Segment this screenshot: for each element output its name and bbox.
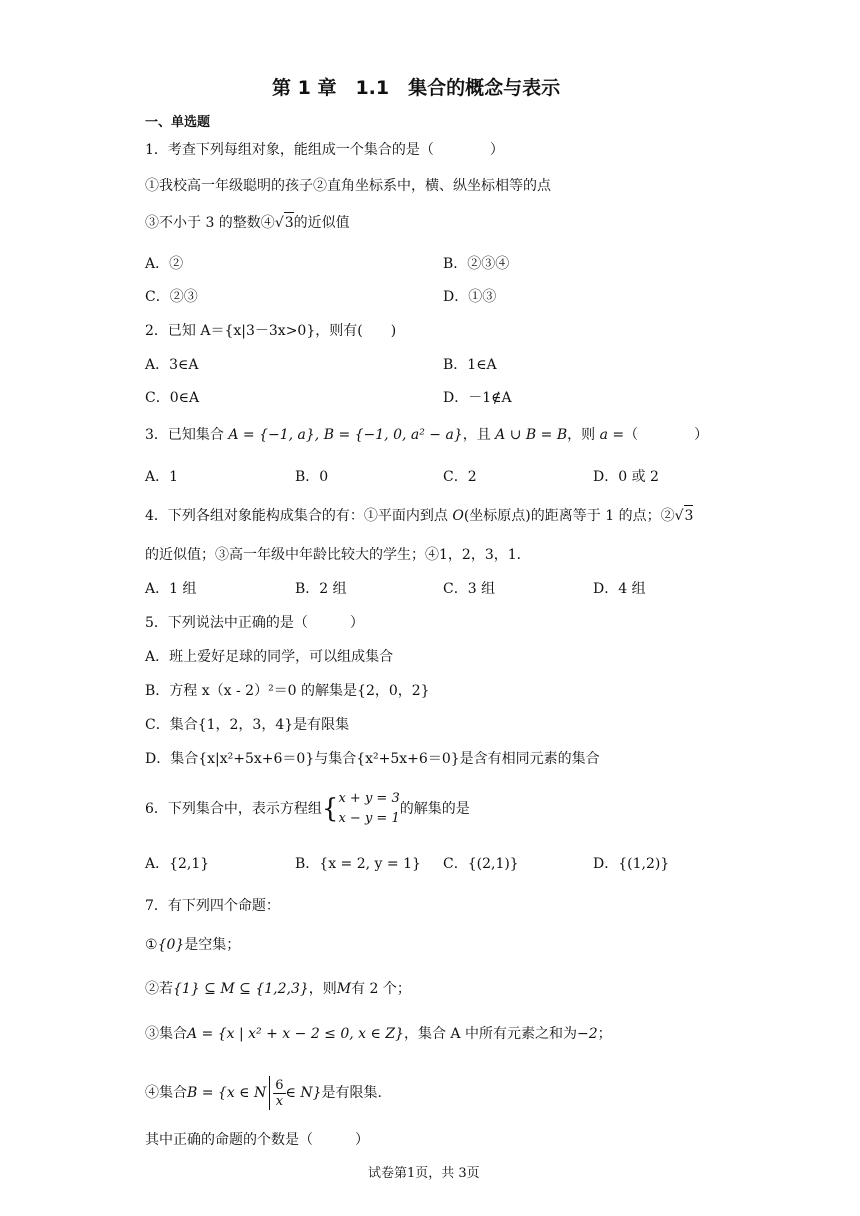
q1-option-b[interactable]: B．②③④ <box>443 256 510 272</box>
q7-proposition-4 <box>145 1073 382 1113</box>
q5-option-d[interactable]: D．集合{x|x²+5x+6＝0}与集合{x²+5x+6＝0}是含有相同元素的集合 <box>145 751 600 767</box>
question-7-stem: 7．有下列四个命题： <box>145 898 280 914</box>
q7-p1-num: ① <box>145 937 158 953</box>
question-6-stem <box>145 785 470 833</box>
page-title: 第 1 章 1.1 集合的概念与表示 <box>272 77 561 99</box>
q1-option-d[interactable]: D．①③ <box>443 289 497 305</box>
page-footer: 试卷第1页，共 3页 <box>368 1166 480 1181</box>
q3-text-1: 3．已知集合 <box>145 427 229 443</box>
equation-system <box>322 785 400 833</box>
q1-root: 3 <box>284 212 294 233</box>
q7-proposition-3 <box>145 1024 612 1044</box>
q3-text-4: （ ） <box>624 427 709 443</box>
q4-root: 3 <box>684 505 694 526</box>
q5-option-b[interactable]: B．方程 x（x - 2）²＝0 的解集是{2，0，2} <box>145 683 430 699</box>
vertical-bar <box>269 1076 270 1110</box>
q7-p4-math-a: B = {x ∈ N <box>187 1085 267 1101</box>
q7-p2-num: ②若 <box>145 981 173 997</box>
q7-p2-text-2: 有 2 个； <box>351 981 411 997</box>
q3-math-sets: A = {−1, a}, B = {−1, 0, a² − a} <box>228 427 463 443</box>
q6-text-1: 6．下列集合中，表示方程组 <box>145 801 322 817</box>
question-3-stem <box>145 425 708 445</box>
question-7-ask: 其中正确的命题的个数是（ ） <box>145 1132 369 1148</box>
q7-p2-math: {1} ⊆ M ⊆ {1,2,3} <box>173 981 309 997</box>
q7-proposition-1 <box>145 935 240 955</box>
q3-math-a: a = <box>599 427 625 443</box>
q5-option-a[interactable]: A．班上爱好足球的同学，可以组成集合 <box>145 649 394 665</box>
q6-option-d[interactable]: D．{(1,2)} <box>593 856 670 872</box>
q4-text-2: (坐标原点)的距离等于 1 的点；② <box>463 508 675 524</box>
q3-math-union: A ∪ B = B <box>495 427 568 443</box>
q6-option-a[interactable]: A．{2,1} <box>145 856 210 872</box>
q3-text-3: ，则 <box>567 427 600 443</box>
q3-option-d[interactable]: D．0 或 2 <box>593 469 659 485</box>
sqrt-symbol: √ <box>674 508 684 524</box>
q4-point-o: O <box>452 508 464 524</box>
q6-equation-2: x − y = 1 <box>338 811 400 826</box>
question-4-stem <box>145 505 693 526</box>
fraction <box>273 1078 285 1109</box>
q3-option-c[interactable]: C．2 <box>443 469 477 485</box>
q4-option-c[interactable]: C．3 组 <box>443 581 496 597</box>
q6-option-b[interactable]: B．{x = 2, y = 1} <box>295 856 421 872</box>
question-1-line-2 <box>145 212 350 233</box>
q1-line2-post: 的近似值 <box>293 215 350 231</box>
q2-option-c[interactable]: C．0∈A <box>145 390 200 406</box>
question-2-stem: 2．已知 A＝{x|3－3x>0}，则有( ) <box>145 323 397 339</box>
q3-option-a[interactable]: A．1 <box>145 469 179 485</box>
q2-option-d[interactable]: D．－1∉A <box>443 390 512 406</box>
q7-p2-m: M <box>336 981 352 997</box>
q7-p3-text-2: ； <box>597 1026 612 1042</box>
q4-option-d[interactable]: D．4 组 <box>593 581 646 597</box>
q6-equation-1: x + y = 3 <box>338 791 400 806</box>
question-1-line-1: ①我校高一年级聪明的孩子②直角坐标系中，横、纵坐标相等的点 <box>145 178 551 194</box>
q4-option-b[interactable]: B．2 组 <box>295 581 347 597</box>
q1-option-a[interactable]: A．② <box>145 256 184 272</box>
q7-p2-text-1: ，则 <box>308 981 337 997</box>
q7-p3-text-1: ，集合 A 中所有元素之和为 <box>403 1026 577 1042</box>
q1-option-c[interactable]: C．②③ <box>145 289 198 305</box>
question-1-stem: 1．考查下列每组对象，能组成一个集合的是（ ） <box>145 142 504 158</box>
q7-p3-num: ③集合 <box>145 1026 187 1042</box>
q1-line2-text: ③不小于 3 的整数④ <box>145 215 275 231</box>
q7-p4-num: ④集合 <box>145 1085 187 1101</box>
left-brace-icon: { <box>321 794 339 824</box>
q7-p3-value: −2 <box>576 1026 598 1042</box>
question-5-stem: 5．下列说法中正确的是（ ） <box>145 615 364 631</box>
q6-option-c[interactable]: C．{(2,1)} <box>443 856 519 872</box>
q4-text-1: 4．下列各组对象能构成集合的有：①平面内到点 <box>145 508 453 524</box>
q7-p3-math: A = {x | x² + x − 2 ≤ 0, x ∈ Z} <box>187 1026 404 1042</box>
q7-p4-math-b: ∈ N} <box>285 1085 322 1101</box>
q5-option-c[interactable]: C．集合{1，2，3，4}是有限集 <box>145 717 350 733</box>
question-4-line-2: 的近似值；③高一年级中年龄比较大的学生；④1，2，3，1． <box>145 547 531 563</box>
q2-option-b[interactable]: B．1∈A <box>443 357 497 373</box>
fraction-numerator: 6 <box>275 1077 284 1093</box>
q7-p4-text: 是有限集. <box>321 1085 382 1101</box>
q3-option-b[interactable]: B．0 <box>295 469 329 485</box>
q6-text-2: 的解集的是 <box>399 801 470 817</box>
q2-option-a[interactable]: A．3∈A <box>145 357 199 373</box>
section-heading: 一、单选题 <box>145 115 211 130</box>
fraction-denominator: x <box>275 1093 284 1109</box>
q7-proposition-2 <box>145 979 411 999</box>
q7-p1-text: 是空集； <box>184 937 241 953</box>
sqrt-symbol: √ <box>274 215 284 231</box>
q4-option-a[interactable]: A．1 组 <box>145 581 197 597</box>
q3-text-2: ，且 <box>462 427 496 443</box>
q7-p1-math: {0} <box>157 937 185 953</box>
